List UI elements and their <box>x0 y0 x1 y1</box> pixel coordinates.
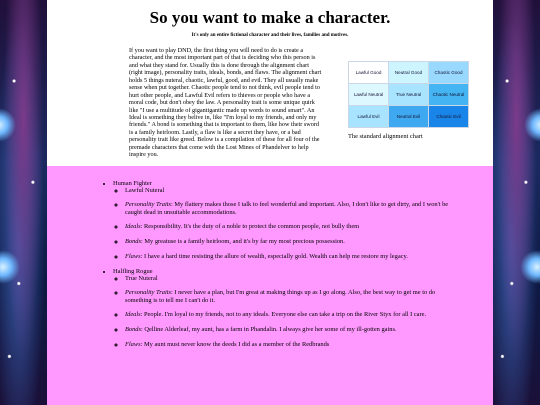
intro-section <box>47 0 493 166</box>
alignment-cell: Lawful Evil <box>349 106 388 127</box>
trait-label: Ideals <box>125 223 141 231</box>
trait-label: Personality Traits <box>125 200 171 208</box>
intro-paragraph: If you want to play DND, the first thing you will need to do is create a character, and the most important part of that is deciding who this person is and what they stand for. Usually this is done through the alignment chart (right image), personality traits, ideals, bonds, and flaws. The alignment chart holds 5 things nuteral, chaotic, lawful, good, and evil. They all usually make sense when put together. Chaotic people tend to not think, evil people tend to hurt other people, and Lawful Evil refers to thieves or people who have a moral code, but don't obey the law. A personality trait is some unique quirk like "I use a multitude of gigantigantic made up words to sound smart". An Ideal is something they belive in, like "I'm loyal to my friends, and only my friends." A bond is something that is important to them, like how their sword is a family heirloom. Lastly, a flaw is like a secret they have, or a bad personality trait like greed. Below is a compilation of these for all four of the premade characters that come with the Lost Mines of Phandelver to help inspire you. <box>129 47 322 159</box>
alignment-cell: Lawful Neutral <box>349 84 388 105</box>
character-alignment: ◦ Lawful Nuteral <box>125 187 459 195</box>
characters-section <box>47 166 493 405</box>
character-item <box>113 180 459 261</box>
character-trait <box>125 326 459 334</box>
alignment-chart-caption: The standard alignment chart <box>348 133 423 140</box>
trait-separator: : <box>170 200 175 208</box>
alignment-grid <box>348 61 469 128</box>
character-trait <box>125 238 459 246</box>
trait-label: Ideals <box>125 311 141 319</box>
trait-label: Bonds <box>125 326 141 334</box>
trait-text: Responsibility. It's the duty of a noble to protect the common people, not bully them <box>144 223 360 231</box>
alignment-cell: Chaotic Evil <box>429 106 468 127</box>
trait-separator: : <box>140 223 144 231</box>
trait-separator: : <box>140 326 145 334</box>
trait-text: People. I'm loyal to my friends, not to any ideals. Everyone else can take a trip on the River Styx for all I care. <box>144 311 427 319</box>
character-trait <box>125 223 459 231</box>
character-trait <box>125 201 459 217</box>
trait-text: My flattery makes those I talk to feel wonderful and important. Also, I don't like to get dirty, and I won't be caught dead in unsuitable accommodations. <box>125 200 449 216</box>
alignment-cell: Neutral Good <box>389 62 428 83</box>
alignment-chart <box>348 61 469 140</box>
trait-separator: : <box>140 238 145 246</box>
character-trait <box>125 311 459 319</box>
character-details-list <box>113 275 459 349</box>
trait-separator: : <box>140 340 144 348</box>
trait-label: Flaws <box>125 340 141 348</box>
trait-text: Qelline Alderleaf, my aunt, has a farm in Phandalin. I always give her some of my ill-gotten gains. <box>144 326 397 334</box>
character-item <box>113 268 459 349</box>
page-subtitle: It's only an entire fictional character and their lives, families and motives. <box>191 33 349 38</box>
trait-label: Flaws <box>125 253 141 261</box>
nebula-glow-decoration <box>0 250 20 284</box>
character-name: Human Fighter <box>113 180 152 187</box>
alignment-cell: Lawful Good <box>349 62 388 83</box>
character-trait <box>125 289 459 305</box>
trait-label: Personality Traits <box>125 288 171 296</box>
trait-text: I have a hard time resisting the allure of wealth, especially gold. Wealth can help me restore my legacy. <box>144 253 408 261</box>
alignment-cell: Chaotic Neutral <box>429 84 468 105</box>
character-alignment: ◦ True Nuteral <box>125 275 459 283</box>
alignment-cell: Neutral Evil <box>389 106 428 127</box>
alignment-cell: Chaotic Good <box>429 62 468 83</box>
nebula-glow-decoration <box>524 108 540 142</box>
nebula-glow-decoration <box>0 108 16 142</box>
alignment-cell: True Neutral <box>389 84 428 105</box>
character-list <box>113 180 459 356</box>
starfield-left-panel <box>0 0 47 405</box>
trait-text: My aunt must never know the deeds I did as a member of the Redbrands <box>144 340 330 348</box>
trait-text: I never have a plan, but I'm great at making things up as I go along. Also, the best way to get me to do something is to tell me I can't do it. <box>125 288 436 304</box>
trait-label: Bonds <box>125 238 141 246</box>
trait-separator: : <box>140 311 144 319</box>
page-content <box>47 0 493 405</box>
nebula-glow-decoration <box>520 250 540 284</box>
character-name: Halfling Rogue <box>113 267 153 275</box>
trait-separator: : <box>170 288 175 296</box>
character-trait <box>125 341 459 349</box>
character-details-list <box>113 187 459 261</box>
trait-text: My greatuse is a family heirloom, and it's by far my most precious possession. <box>144 238 345 246</box>
page-title: So you want to make a character. <box>149 8 391 27</box>
trait-separator: : <box>140 253 144 261</box>
character-trait <box>125 253 459 261</box>
starfield-right-panel <box>493 0 540 405</box>
